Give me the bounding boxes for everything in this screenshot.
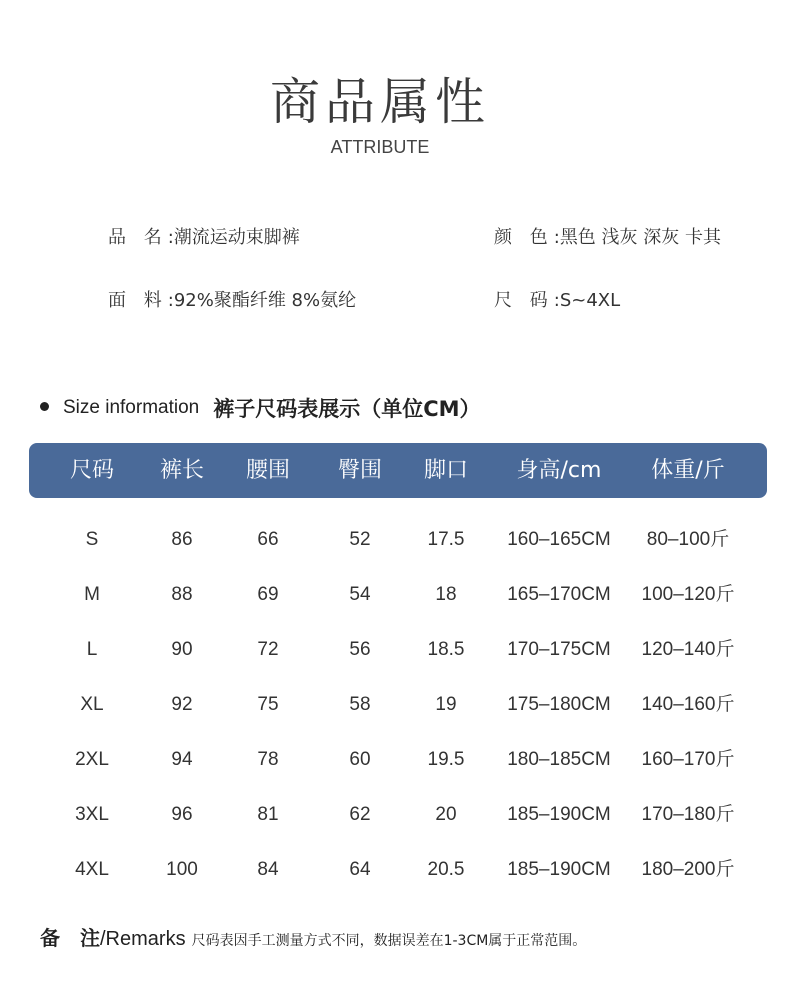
table-row [0,787,790,842]
table-row [0,842,790,897]
column-header: 脚口 [423,458,468,483]
table-cell: 180–200斤 [641,859,735,880]
attr-fabric [108,286,356,312]
table-cell: 54 [349,584,371,605]
table-cell: 18.5 [427,639,465,660]
table-cell: 17.5 [427,529,465,550]
table-cell: 86 [171,529,193,550]
attr-name-value: 潮流运动束脚裤 [173,227,300,248]
table-cell: 75 [257,694,279,715]
table-cell: 88 [171,584,193,605]
table-cell: 56 [349,639,371,660]
page-subtitle: ATTRIBUTE [330,137,430,157]
table-cell: 81 [257,804,279,825]
table-cell: 90 [171,639,193,660]
table-cell: 64 [349,859,371,880]
column-header: 臀围 [337,458,382,483]
table-cell: 100 [166,859,198,880]
table-cell: 66 [257,529,279,550]
table-cell: 120–140斤 [641,639,735,660]
size-section-title-cn: 裤子尺码表展示（单位CM） [213,397,481,421]
table-cell: 60 [349,749,371,770]
bullet-icon [40,402,49,411]
table-cell: 4XL [75,859,109,880]
table-cell: L [86,639,98,660]
table-cell: 165–170CM [507,584,611,605]
attr-color-sep: : [553,227,560,248]
table-row [0,567,790,622]
attr-fabric-label: 面 料 [108,290,168,311]
table-cell: 62 [349,804,371,825]
table-cell: 20 [435,804,457,825]
table-cell: 72 [257,639,279,660]
remarks [40,922,586,951]
table-cell: 140–160斤 [641,694,735,715]
table-cell: 100–120斤 [641,584,735,605]
attr-size-value: S~4XL [559,290,621,311]
table-cell: 80–100斤 [646,529,730,550]
table-cell: 69 [257,584,279,605]
size-section-heading [40,393,481,423]
attr-size [494,286,620,312]
page-title: 商品属性 [270,73,490,131]
remarks-label-en: /Remarks [100,928,186,950]
table-cell: 94 [171,749,193,770]
column-header: 腰围 [245,458,290,483]
size-section-title-en: Size information [63,397,200,418]
table-cell: 175–180CM [507,694,611,715]
attr-color-value: 黑色 浅灰 深灰 卡其 [559,227,721,248]
attr-fabric-sep: : [167,290,174,311]
table-cell: 19 [435,694,457,715]
table-cell: 78 [257,749,279,770]
table-row [0,677,790,732]
attr-color-label: 颜 色 [494,227,554,248]
column-header: 体重/斤 [651,458,725,483]
remarks-label: 备 注 [40,926,100,950]
table-row [0,512,790,567]
table-cell: 58 [349,694,371,715]
table-row [0,732,790,787]
table-cell: 160–170斤 [641,749,735,770]
attr-size-sep: : [553,290,560,311]
table-cell: S [85,529,99,550]
table-cell: 84 [257,859,279,880]
table-row [0,622,790,677]
attr-name-label: 品 名 [108,227,168,248]
table-cell: 20.5 [427,859,465,880]
attr-size-label: 尺 码 [494,290,554,311]
size-table-header [29,443,767,498]
table-cell: 18 [435,584,457,605]
table-cell: 92 [171,694,193,715]
table-cell: 2XL [75,749,109,770]
column-header: 尺码 [69,458,114,483]
table-cell: 170–175CM [507,639,611,660]
attr-name [108,223,300,249]
table-cell: 160–165CM [507,529,611,550]
table-cell: 170–180斤 [641,804,735,825]
table-cell: 185–190CM [507,859,611,880]
table-cell: 96 [171,804,193,825]
table-cell: M [84,584,100,605]
table-cell: 52 [349,529,371,550]
table-cell: XL [80,694,104,715]
attr-name-sep: : [167,227,174,248]
table-cell: 180–185CM [507,749,611,770]
column-header: 身高/cm [516,458,602,483]
table-cell: 19.5 [427,749,465,770]
table-cell: 3XL [75,804,109,825]
remarks-text: 尺码表因手工测量方式不同，数据误差在1-3CM属于正常范围。 [191,933,587,949]
column-header: 裤长 [159,458,204,483]
attr-fabric-value: 92%聚酯纤维 8%氨纶 [173,290,357,311]
attr-color [494,223,721,249]
table-cell: 185–190CM [507,804,611,825]
